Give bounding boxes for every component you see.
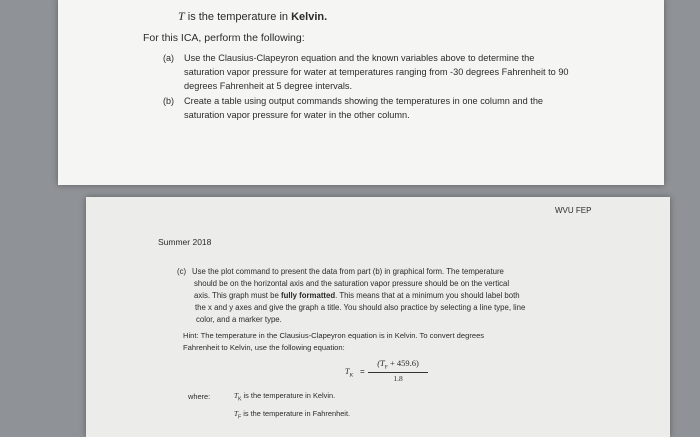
temperature-definition bbox=[178, 10, 327, 23]
def1-text: is the temperature in Kelvin. bbox=[241, 391, 336, 400]
item-a-line-3: degrees Fahrenheit at 5 degree intervals. bbox=[184, 81, 353, 91]
item-c-line-3-end: . This means that at a minimum you should label both bbox=[335, 291, 520, 300]
item-b-label: (b) bbox=[163, 96, 174, 106]
hint-line-1: Hint: The temperature in the Clausius-Clapeyron equation is in Kelvin. To convert degrees bbox=[183, 331, 485, 340]
hint-line-2: Fahrenheit to Kelvin, use the following equation: bbox=[183, 343, 345, 352]
variable-t: T bbox=[178, 9, 185, 23]
item-c-line-3-start: axis. This graph must be bbox=[194, 291, 279, 300]
equation-fraction bbox=[368, 358, 428, 383]
item-b-line-2: saturation vapor pressure for water in the other column. bbox=[184, 110, 410, 120]
item-a-line-2: saturation vapor pressure for water at temperatures ranging from -30 degrees Fahrenheit to 90 bbox=[184, 67, 569, 77]
document-page-top bbox=[58, 0, 664, 185]
fraction-denominator: 1.8 bbox=[393, 373, 403, 383]
item-c-label: (c) bbox=[177, 267, 187, 276]
document-page-bottom bbox=[86, 197, 670, 437]
where-def-kelvin bbox=[234, 392, 335, 402]
fully-formatted-bold: fully formatted bbox=[280, 291, 336, 300]
def2-var: T bbox=[234, 409, 239, 418]
def2-sub: F bbox=[238, 414, 242, 421]
kelvin-bold: Kelvin. bbox=[291, 11, 328, 23]
fraction-numerator bbox=[368, 358, 428, 373]
numerator-rest: + 459.6) bbox=[387, 358, 419, 368]
equals-sign: = bbox=[360, 367, 365, 376]
numerator-sub: F bbox=[384, 364, 388, 371]
footer-program: WVU FEP bbox=[555, 206, 592, 215]
item-a-label: (a) bbox=[163, 53, 174, 63]
item-c-line-5: color, and a marker type. bbox=[196, 315, 282, 324]
item-c-line-2: should be on the horizontal axis and the saturation vapor pressure should be on the vertical bbox=[194, 279, 510, 288]
item-b-line-1: Create a table using output commands showing the temperatures in one column and the bbox=[184, 96, 544, 106]
def1-sub: K bbox=[238, 396, 242, 403]
footer-semester: Summer 2018 bbox=[158, 237, 212, 247]
numerator-var: (T bbox=[377, 358, 385, 368]
definition-text: is the temperature in bbox=[184, 11, 292, 23]
item-c-line-1: Use the plot command to present the data from part (b) in graphical form. The temperature bbox=[192, 267, 504, 276]
lhs-sub: K bbox=[349, 372, 354, 379]
def2-text: is the temperature in Fahrenheit. bbox=[241, 409, 351, 418]
instruction-heading: For this ICA, perform the following: bbox=[143, 32, 305, 44]
where-def-fahrenheit bbox=[234, 410, 350, 420]
def1-var: T bbox=[234, 391, 239, 400]
item-c-line-4: the x and y axes and give the graph a title. You should also practice by selecting a line type, line bbox=[195, 303, 526, 312]
item-a-line-1: Use the Clausius-Clapeyron equation and the known variables above to determine the bbox=[184, 53, 535, 63]
lhs-var: T bbox=[345, 367, 350, 376]
equation-lhs bbox=[345, 368, 353, 379]
item-c-line-3 bbox=[194, 292, 520, 300]
where-label: where: bbox=[188, 392, 211, 401]
